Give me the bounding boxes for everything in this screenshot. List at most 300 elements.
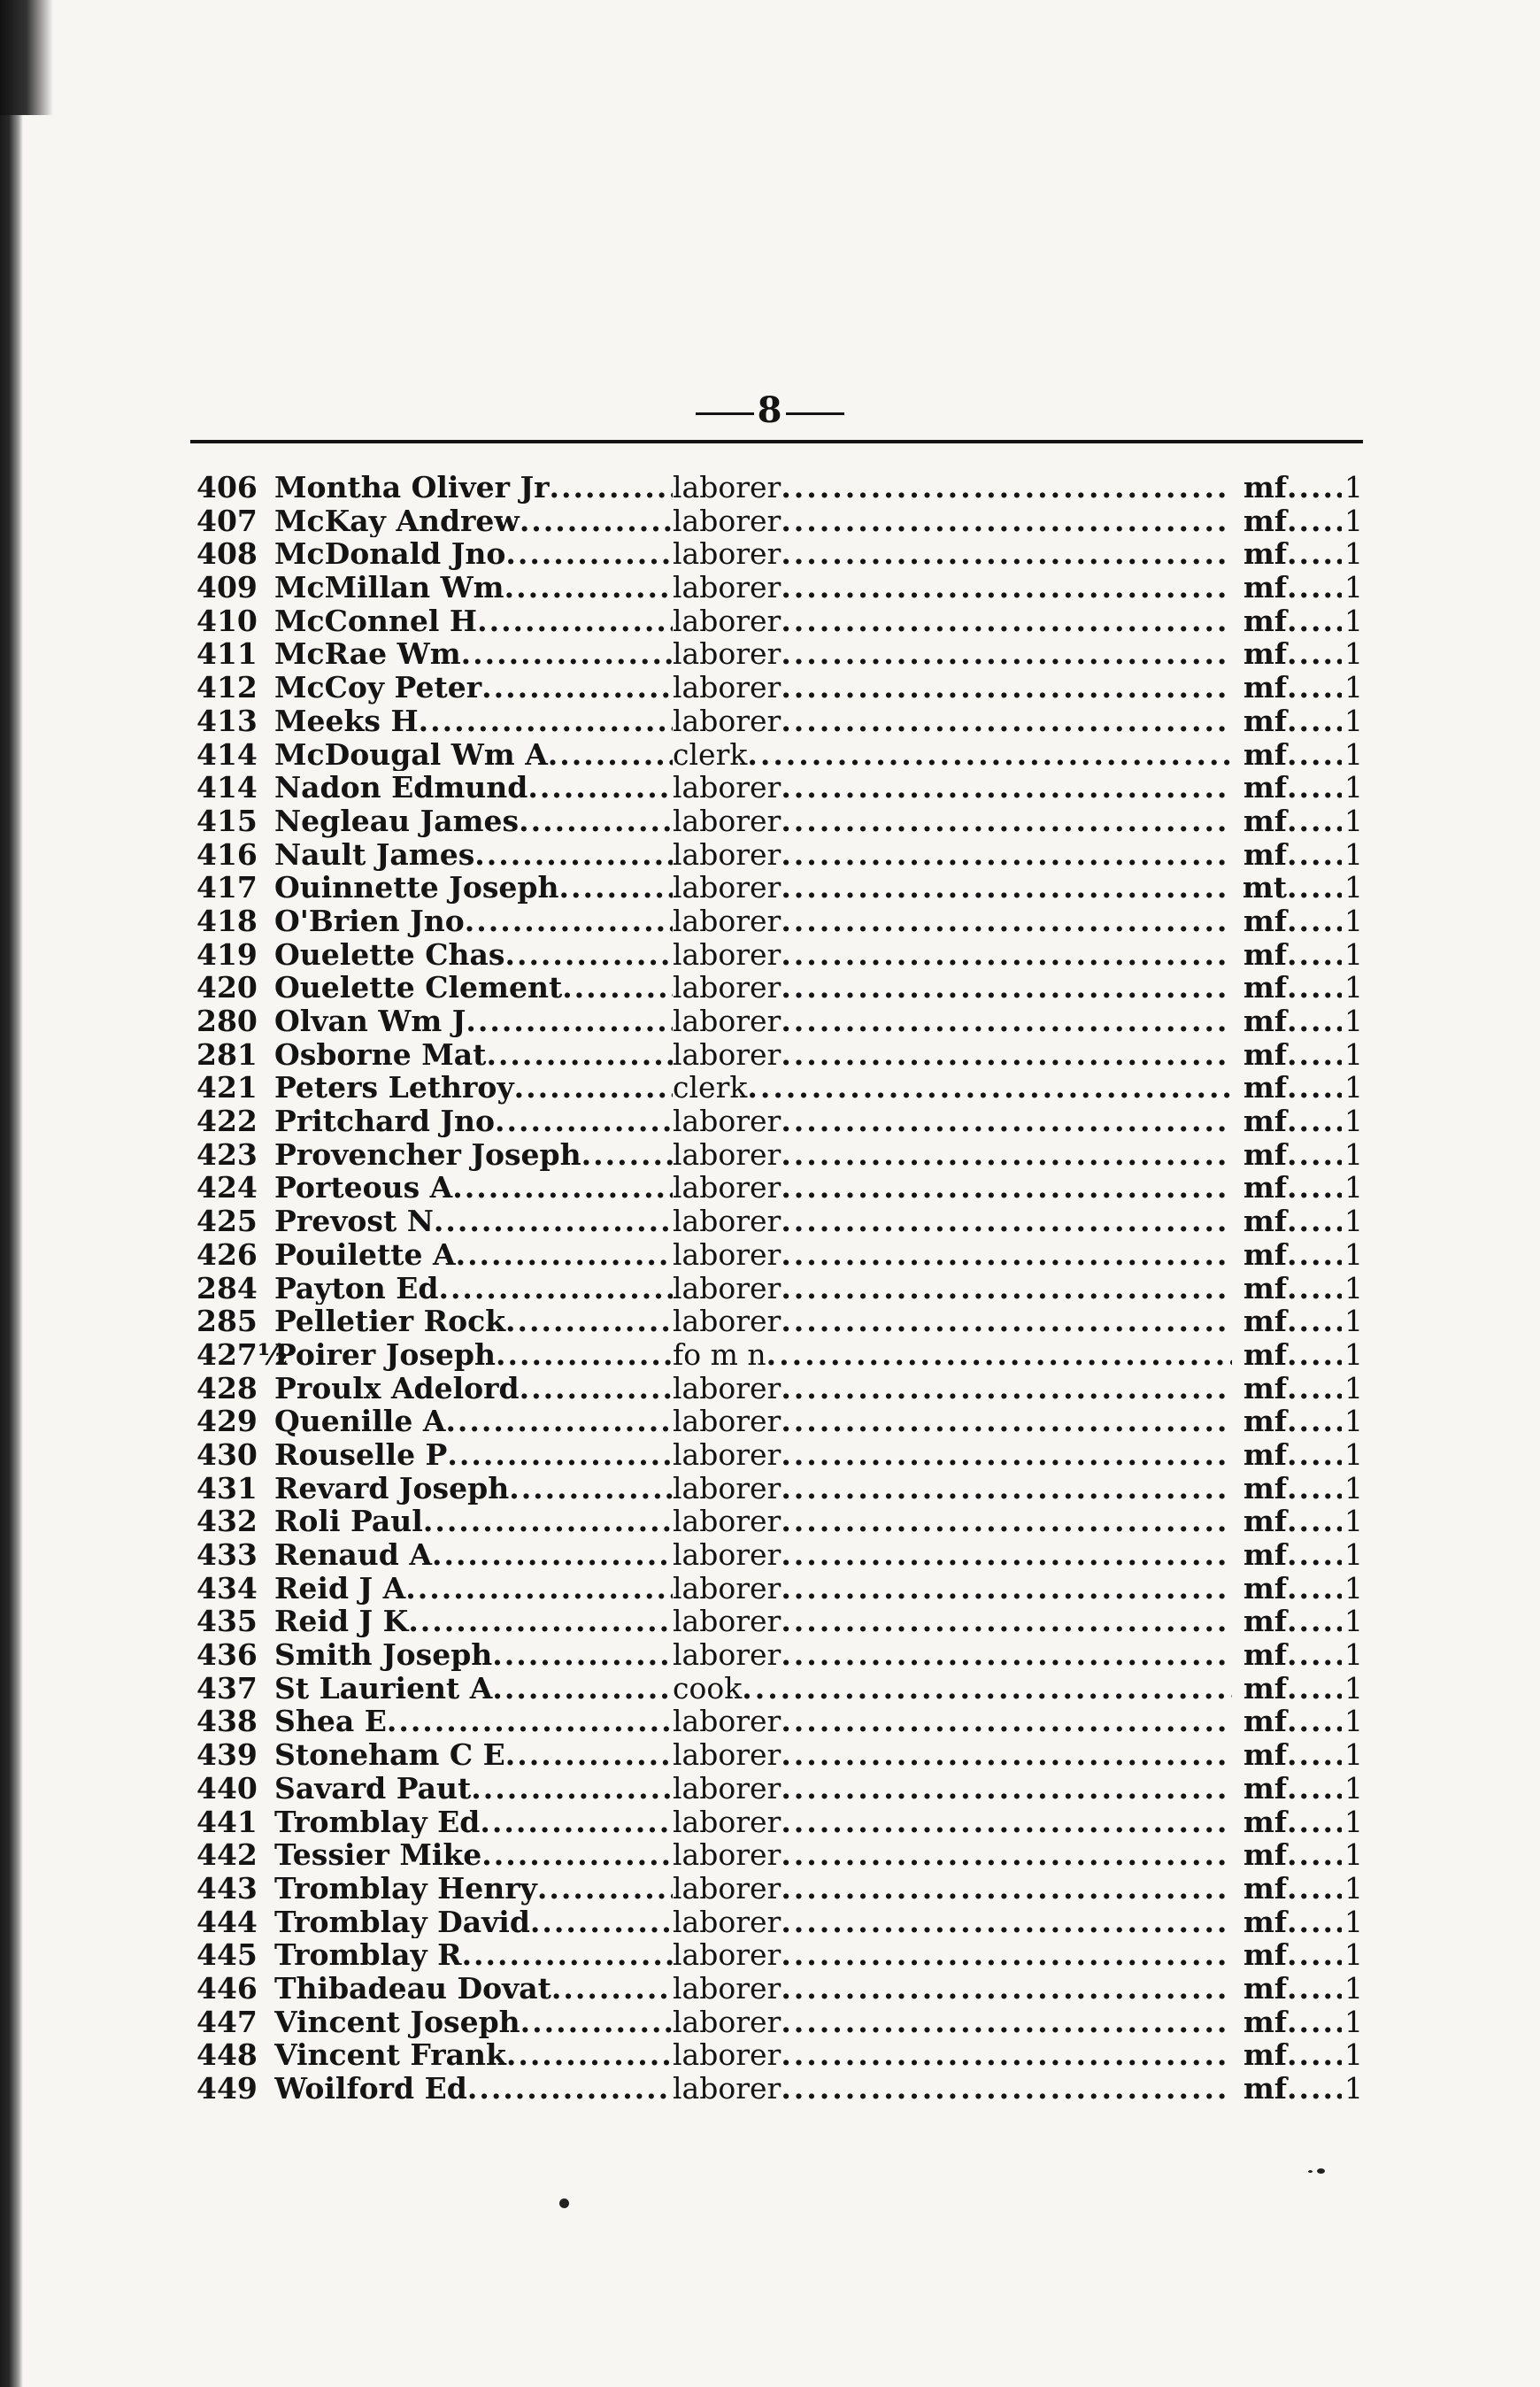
dot-leader [781, 571, 1232, 604]
entry-count: 1 [1344, 1036, 1363, 1072]
entry-occupation: laborer [673, 1136, 782, 1172]
dot-leader [481, 671, 673, 705]
list-item [196, 671, 1363, 705]
entry-occupation: laborer [673, 1904, 782, 1939]
entry-occupation: fo m n [673, 1336, 766, 1372]
name-column [274, 738, 673, 772]
entry-number: 434 [196, 1570, 258, 1605]
dot-leader [781, 1505, 1232, 1538]
name-column [274, 2038, 673, 2072]
dot-leader [1287, 1038, 1342, 1072]
name-column [274, 637, 673, 671]
list-item [196, 905, 1363, 938]
entry-occupation: laborer [673, 1837, 782, 1873]
dot-leader [781, 838, 1232, 872]
dot-leader [781, 1272, 1232, 1305]
dot-leader [1287, 2072, 1342, 2106]
dot-leader [781, 1438, 1232, 1472]
dot-leader [445, 1405, 673, 1438]
entry-code: mf [1243, 1537, 1287, 1572]
entry-name: Vincent Joseph [274, 2005, 520, 2039]
entry-count: 1 [1344, 1870, 1363, 1906]
entry-list [196, 471, 1363, 2106]
entry-count: 1 [1344, 1204, 1363, 1239]
dot-leader [781, 1738, 1232, 1772]
name-column [274, 1138, 673, 1172]
entry-number: 436 [196, 1637, 258, 1673]
entry-name: Tromblay David [274, 1905, 530, 1939]
entry-count: 1 [1344, 1804, 1363, 1839]
entry-name: Poirer Joseph [274, 1337, 496, 1372]
entry-number: 414 [196, 736, 258, 772]
entry-count: 1 [1344, 503, 1363, 538]
entry-count: 1 [1344, 536, 1363, 572]
dot-leader [781, 771, 1232, 805]
list-item [196, 771, 1363, 805]
entry-name: Rouselle P [274, 1437, 448, 1472]
dot-leader [781, 1605, 1232, 1638]
list-item [196, 1205, 1363, 1238]
entry-count: 1 [1344, 703, 1363, 738]
entry-count: 1 [1344, 870, 1363, 905]
list-item [196, 1138, 1363, 1172]
dot-leader [434, 1205, 673, 1238]
name-column [274, 1572, 673, 1605]
entry-number: 438 [196, 1704, 258, 1739]
dot-leader [1287, 1305, 1342, 1338]
list-item [196, 1672, 1363, 1706]
dot-leader [520, 504, 673, 538]
name-column [274, 504, 673, 538]
name-column [274, 1772, 673, 1806]
entry-name: Tromblay Henry [274, 1871, 537, 1906]
name-column [274, 1906, 673, 1939]
dot-leader [781, 1205, 1232, 1238]
list-item [196, 1171, 1363, 1205]
entry-code: mf [1243, 1336, 1287, 1372]
dot-leader [505, 1738, 673, 1772]
dot-leader [781, 1538, 1232, 1572]
entry-occupation: laborer [673, 1770, 782, 1806]
dot-leader [1287, 738, 1342, 772]
list-item [196, 1405, 1363, 1438]
dot-leader [1287, 1872, 1342, 1906]
entry-name: Savard Paut [274, 1771, 472, 1806]
dot-leader [1287, 571, 1342, 604]
entry-name: Tessier Mike [274, 1838, 482, 1872]
entry-name: Shea E [274, 1705, 387, 1739]
dot-leader [781, 1038, 1232, 1072]
entry-name: Pelletier Rock [274, 1305, 506, 1338]
dot-leader [471, 1772, 673, 1806]
name-column [274, 1105, 673, 1138]
dot-leader [480, 1806, 673, 1839]
entry-name: McMillan Wm [274, 571, 504, 604]
entry-number: 409 [196, 570, 258, 605]
entry-occupation: laborer [673, 2004, 782, 2039]
entry-number: 419 [196, 936, 258, 972]
entry-occupation: laborer [673, 1937, 782, 1973]
dot-leader [781, 871, 1232, 905]
entry-name: Tromblay Ed [274, 1805, 481, 1839]
entry-count: 1 [1344, 636, 1363, 672]
entry-code: mf [1243, 2037, 1287, 2073]
name-column [274, 1738, 673, 1772]
entry-count: 1 [1344, 1837, 1363, 1873]
dot-leader [1287, 1505, 1342, 1538]
dot-leader [447, 1438, 673, 1472]
entry-code: mf [1243, 1704, 1287, 1739]
dot-leader [1287, 1538, 1342, 1572]
entry-occupation: laborer [673, 2037, 782, 2073]
dot-leader [1287, 1938, 1342, 1972]
entry-code: mf [1243, 1204, 1287, 1239]
dot-leader [781, 537, 1232, 571]
name-column [274, 1605, 673, 1638]
name-column [274, 1505, 673, 1538]
list-item [196, 1638, 1363, 1672]
entry-count: 1 [1344, 2004, 1363, 2039]
dot-leader [781, 2072, 1232, 2106]
list-item [196, 938, 1363, 972]
entry-name: McConnel H [274, 604, 478, 638]
dot-leader [1287, 1772, 1342, 1806]
entry-code: mf [1243, 1837, 1287, 1873]
entry-code: mf [1243, 1170, 1287, 1205]
entry-number: 439 [196, 1737, 258, 1773]
entry-count: 1 [1344, 1537, 1363, 1572]
right-dash [786, 412, 844, 415]
dot-leader [781, 1772, 1232, 1806]
entry-occupation: laborer [673, 536, 782, 572]
entry-count: 1 [1344, 1004, 1363, 1038]
entry-number: 441 [196, 1804, 258, 1839]
entry-number: 437 [196, 1670, 258, 1706]
entry-count: 1 [1344, 1504, 1363, 1539]
entry-name: Proulx Adelord [274, 1371, 520, 1405]
dot-leader [1287, 504, 1342, 538]
list-item [196, 1772, 1363, 1806]
name-column [274, 971, 673, 1005]
entry-count: 1 [1344, 1770, 1363, 1806]
entry-code: mf [1243, 1270, 1287, 1305]
entry-number: 427½ [196, 1336, 289, 1372]
ink-speck [1308, 2170, 1313, 2173]
list-item [196, 1305, 1363, 1338]
dot-leader [438, 1272, 673, 1305]
list-item [196, 1038, 1363, 1072]
list-item [196, 1872, 1363, 1906]
entry-number: 433 [196, 1537, 258, 1572]
dot-leader [1287, 1372, 1342, 1405]
entry-code: mf [1243, 2004, 1287, 2039]
name-column [274, 1838, 673, 1872]
entry-name: Meeks H [274, 704, 419, 738]
name-column [274, 805, 673, 838]
entry-occupation: laborer [673, 836, 782, 872]
entry-occupation: laborer [673, 603, 782, 638]
entry-code: mf [1243, 1004, 1287, 1038]
entry-name: McKay Andrew [274, 504, 520, 538]
entry-name: Provencher Joseph [274, 1137, 581, 1172]
dot-leader [1287, 1405, 1342, 1438]
list-item [196, 1838, 1363, 1872]
entry-count: 1 [1344, 1637, 1363, 1673]
entry-code: mf [1243, 770, 1287, 805]
entry-name: Renaud A [274, 1538, 432, 1572]
entry-occupation: laborer [673, 1404, 782, 1439]
dot-leader [506, 2038, 673, 2072]
entry-code: mf [1243, 1804, 1287, 1839]
name-column [274, 1405, 673, 1438]
entry-count: 1 [1344, 970, 1363, 1005]
dot-leader [520, 2006, 673, 2039]
dot-leader [527, 771, 673, 805]
dot-leader [581, 1138, 673, 1172]
entry-occupation: laborer [673, 470, 782, 504]
entry-count: 1 [1344, 1136, 1363, 1172]
entry-occupation: laborer [673, 1970, 782, 2006]
entry-occupation: laborer [673, 703, 782, 738]
dot-leader [766, 1338, 1232, 1372]
entry-count: 1 [1344, 1604, 1363, 1639]
entry-occupation: laborer [673, 1436, 782, 1472]
entry-count: 1 [1344, 736, 1363, 772]
entry-name: Pritchard Jno [274, 1105, 496, 1138]
name-column [274, 571, 673, 604]
dot-leader [747, 1071, 1232, 1105]
name-column [274, 1872, 673, 1906]
entry-code: mf [1243, 1504, 1287, 1539]
entry-occupation: laborer [673, 1537, 782, 1572]
entry-number: 449 [196, 2071, 258, 2106]
entry-code: mf [1243, 636, 1287, 672]
name-column [274, 1806, 673, 1839]
list-item [196, 537, 1363, 571]
entry-occupation: laborer [673, 1170, 782, 1205]
dot-leader [1287, 1806, 1342, 1839]
name-column [274, 1538, 673, 1572]
dot-leader [781, 1238, 1232, 1272]
dot-leader [1287, 1738, 1342, 1772]
entry-name: McDonald Jno [274, 537, 506, 572]
entry-count: 1 [1344, 1370, 1363, 1405]
entry-name: Olvan Wm J [274, 1005, 466, 1038]
entry-occupation: laborer [673, 1737, 782, 1773]
entry-number: 406 [196, 470, 258, 504]
dot-leader [1287, 1105, 1342, 1138]
dot-leader [781, 1138, 1232, 1172]
dot-leader [781, 1305, 1232, 1338]
dot-leader [781, 504, 1232, 538]
entry-count: 1 [1344, 2037, 1363, 2073]
list-item [196, 1472, 1363, 1505]
name-column [274, 1238, 673, 1272]
entry-code: mf [1243, 970, 1287, 1005]
entry-code: mf [1243, 470, 1287, 504]
dot-leader [461, 637, 673, 671]
left-dash [696, 412, 754, 415]
entry-occupation: laborer [673, 1570, 782, 1605]
entry-code: mf [1243, 1470, 1287, 1505]
dot-leader [781, 471, 1232, 504]
dot-leader [781, 1572, 1232, 1605]
entry-code: mf [1243, 1937, 1287, 1973]
entry-code: mf [1243, 1870, 1287, 1906]
entry-name: Reid J A [274, 1571, 406, 1605]
list-item [196, 838, 1363, 872]
name-column [274, 1938, 673, 1972]
list-item [196, 1238, 1363, 1272]
dot-leader [548, 738, 673, 772]
dot-leader [486, 1038, 673, 1072]
dot-leader [781, 2006, 1232, 2039]
entry-occupation: laborer [673, 1004, 782, 1038]
entry-code: mf [1243, 1670, 1287, 1706]
entry-count: 1 [1344, 803, 1363, 838]
entry-code: mf [1243, 1604, 1287, 1639]
dot-leader [1287, 537, 1342, 571]
list-item [196, 471, 1363, 504]
name-column [274, 1438, 673, 1472]
entry-occupation: laborer [673, 870, 782, 905]
entry-code: mf [1243, 536, 1287, 572]
entry-occupation: laborer [673, 970, 782, 1005]
entry-count: 1 [1344, 1670, 1363, 1706]
page-number: 8 [757, 389, 783, 431]
list-item [196, 738, 1363, 772]
entry-code: mf [1243, 1104, 1287, 1139]
name-column [274, 838, 673, 872]
dot-leader [492, 1638, 673, 1672]
entry-occupation: cook [673, 1670, 743, 1706]
dot-leader [1287, 2006, 1342, 2039]
list-item [196, 2072, 1363, 2106]
dot-leader [550, 471, 673, 504]
dot-leader [509, 1472, 673, 1505]
entry-name: Prevost N [274, 1205, 434, 1238]
dot-leader [405, 1572, 673, 1605]
dot-leader [781, 1906, 1232, 1939]
entry-occupation: laborer [673, 936, 782, 972]
list-item [196, 1738, 1363, 1772]
entry-occupation: laborer [673, 1470, 782, 1505]
name-column [274, 871, 673, 905]
name-column [274, 537, 673, 571]
entry-count: 1 [1344, 1904, 1363, 1939]
entry-name: Ouelette Clement [274, 971, 563, 1005]
entry-name: Thibadeau Dovat [274, 1971, 551, 2006]
entry-count: 1 [1344, 1937, 1363, 1973]
list-item [196, 1806, 1363, 1839]
entry-count: 1 [1344, 1436, 1363, 1472]
entry-name: McCoy Peter [274, 671, 482, 705]
entry-number: 430 [196, 1436, 258, 1472]
entry-code: mf [1243, 2071, 1287, 2106]
entry-code: mf [1243, 1637, 1287, 1673]
dot-leader [781, 1005, 1232, 1038]
entry-code: mf [1243, 1370, 1287, 1405]
entry-count: 1 [1344, 1336, 1363, 1372]
dot-leader [1287, 1638, 1342, 1672]
entry-occupation: laborer [673, 1104, 782, 1139]
entry-number: 417 [196, 870, 258, 905]
entry-occupation: laborer [673, 1704, 782, 1739]
entry-number: 410 [196, 603, 258, 638]
list-item [196, 1071, 1363, 1105]
dot-leader [1287, 1138, 1342, 1172]
entry-code: mf [1243, 836, 1287, 872]
name-column [274, 1372, 673, 1405]
entry-name: Ouinnette Joseph [274, 871, 559, 905]
entry-count: 1 [1344, 936, 1363, 972]
entry-code: mf [1243, 1970, 1287, 2006]
entry-code: mf [1243, 1070, 1287, 1105]
dot-leader [1287, 1205, 1342, 1238]
dot-leader [495, 1105, 673, 1138]
entry-number: 429 [196, 1404, 258, 1439]
entry-name: Roli Paul [274, 1505, 423, 1539]
list-item [196, 1338, 1363, 1372]
ink-speck [559, 2198, 569, 2208]
dot-leader [781, 671, 1232, 705]
dot-leader [1287, 1672, 1342, 1706]
entry-code: mf [1243, 736, 1287, 772]
dot-leader [1287, 471, 1342, 504]
dot-leader [465, 905, 673, 938]
entry-occupation: laborer [673, 1804, 782, 1839]
entry-code: mf [1243, 936, 1287, 972]
entry-code: mf [1243, 1436, 1287, 1472]
list-item [196, 1572, 1363, 1605]
entry-code: mt [1242, 870, 1287, 905]
name-column [274, 1005, 673, 1038]
entry-count: 1 [1344, 570, 1363, 605]
entry-code: mf [1243, 803, 1287, 838]
name-column [274, 471, 673, 504]
entry-name: Nault James [274, 837, 475, 872]
entry-occupation: laborer [673, 1504, 782, 1539]
dot-leader [1287, 771, 1342, 805]
entry-code: mf [1243, 1236, 1287, 1272]
entry-occupation: laborer [673, 803, 782, 838]
dot-leader [1287, 871, 1342, 905]
entry-count: 1 [1344, 1104, 1363, 1139]
dot-leader [781, 1405, 1232, 1438]
entry-occupation: laborer [673, 1036, 782, 1072]
entry-code: mf [1243, 1404, 1287, 1439]
entry-occupation: clerk [673, 736, 748, 772]
list-item [196, 1972, 1363, 2006]
entry-name: Nadon Edmund [274, 771, 528, 805]
dot-leader [781, 1105, 1232, 1138]
dot-leader [781, 1472, 1232, 1505]
list-item [196, 1705, 1363, 1738]
entry-number: 407 [196, 503, 258, 538]
name-column [274, 2072, 673, 2106]
list-item [196, 1938, 1363, 1972]
list-item [196, 1505, 1363, 1538]
entry-number: 448 [196, 2037, 258, 2073]
entry-number: 425 [196, 1204, 258, 1239]
dot-leader [505, 537, 673, 571]
entry-count: 1 [1344, 603, 1363, 638]
entry-number: 442 [196, 1837, 258, 1873]
entry-occupation: laborer [673, 1370, 782, 1405]
entry-name: Porteous A [274, 1171, 453, 1205]
name-column [274, 1171, 673, 1205]
entry-name: Pouilette A [274, 1237, 456, 1272]
